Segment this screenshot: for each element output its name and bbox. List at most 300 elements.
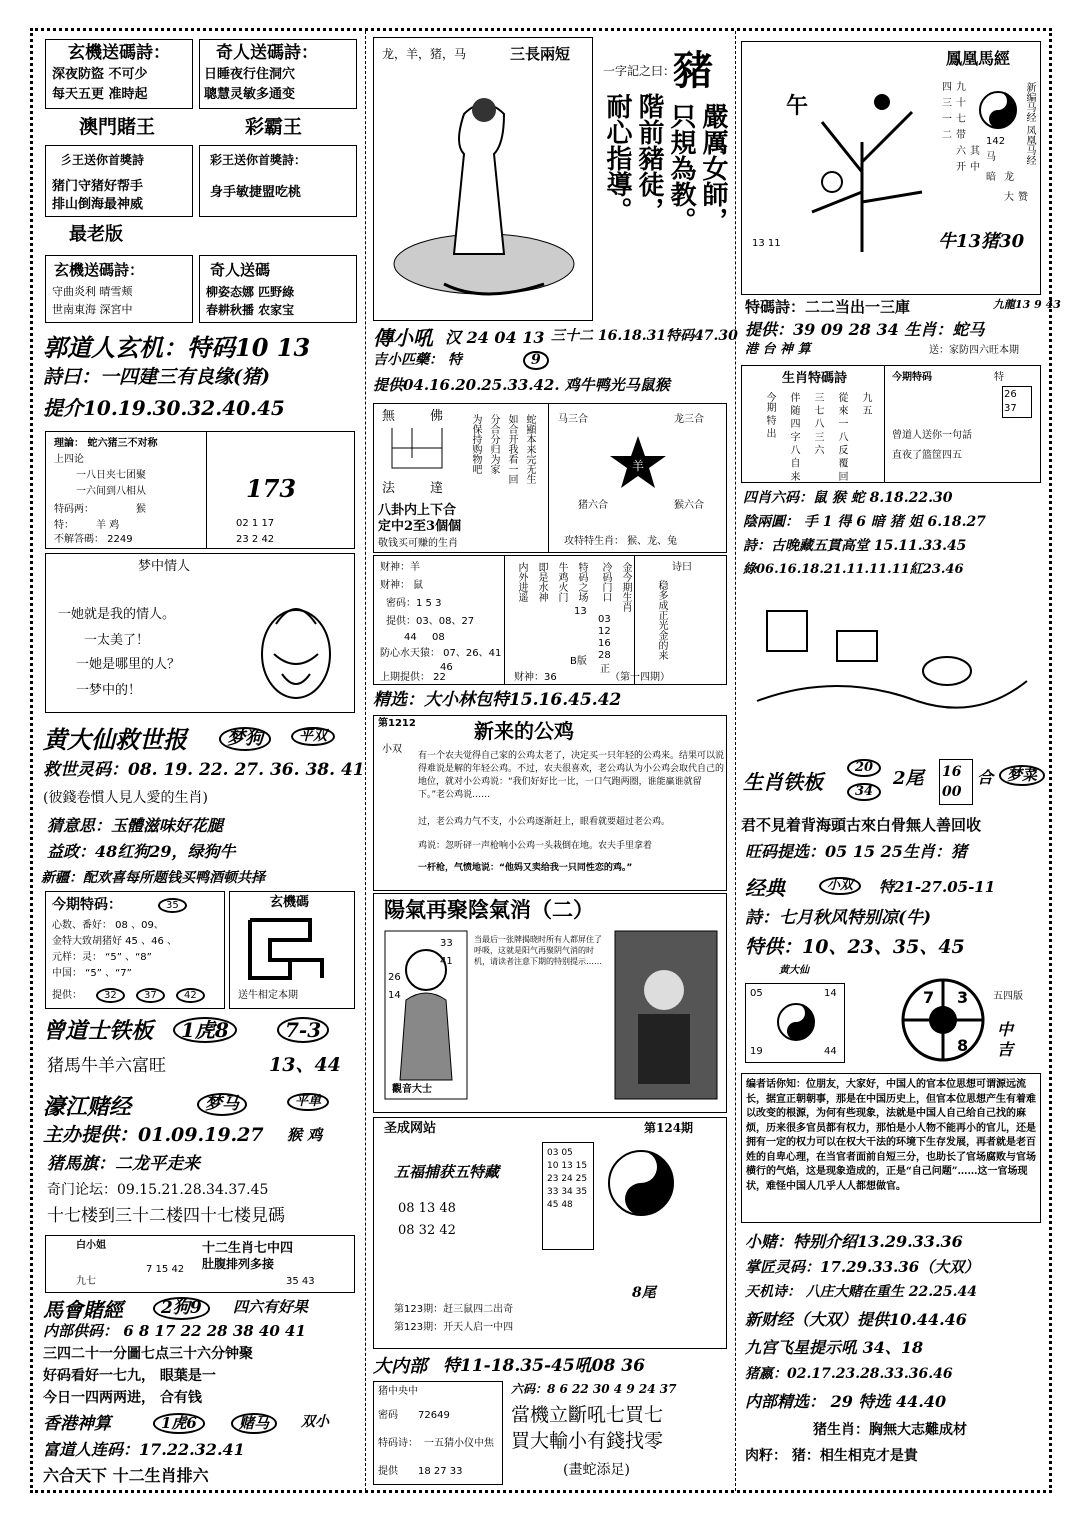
table1-r4: 一六间到八相从	[76, 486, 146, 497]
bagua-note2: 定中2至3個個	[378, 519, 462, 534]
huang-b: 14	[824, 988, 837, 999]
cai-n5: 28	[598, 650, 611, 661]
bian-body: 位朋友，大家好，中国人的官本位思想可谓源远流长，据宣正朝朝事，那是在中国历史上，但官本位思想产生有着难以改变的根源，为何有些现象，法就是中国人自己给自己找的麻烦，历来很多官员都有权力，那怕是小人物不能再小的官儿，还是拥有一定的权力可以在权大干法的环境下生存发展，再者就是老百姓的自卑心理，在当官者面前自短三分，也助长了官场腐败与官场横行的气焰，这是现象造成的，正是“自己问题”……这一官场现状，难怪中国人几乎人人都想做官。	[746, 1079, 1036, 1192]
jinqi-tip: 提供：	[52, 990, 82, 1001]
jing-t: 特21-27.05-11	[879, 878, 996, 896]
danei-shi: 特码诗：	[378, 1438, 418, 1449]
gongji-para3: 鸡说：忽听砰一声枪响小公鸡一头栽倒在地。农夫手里拿着	[418, 841, 653, 851]
wang-line: 旺码提选：05 15 25生肖：猪	[745, 842, 967, 861]
cai-l3: 密码：1 5 3	[386, 598, 442, 609]
cai-v1-vertical: 稳多成正光金的来	[656, 580, 667, 660]
column-divider-1	[365, 31, 366, 1491]
pan-b: 九七	[76, 1276, 96, 1287]
chuanxiao-x: 9	[523, 351, 549, 370]
jinqi-l3: 元样：灵： “5” 、“8”	[52, 952, 152, 963]
shengxiaotie-box: 16 00	[939, 759, 973, 805]
tiekou-title: 曾道士铁板	[43, 1018, 154, 1044]
table1-r1: 理論： 蛇六猪三不对称	[54, 438, 158, 449]
yang-caption: 觀音大士	[392, 1084, 432, 1095]
caiwang-title: 彩王送你首獎詩：	[210, 153, 307, 167]
yang-photo-illustration	[614, 930, 718, 1100]
zhu-big: 豬	[673, 47, 713, 94]
huangdaxian-tag: 梦狗	[219, 727, 271, 751]
aojiang-tag2: 平单	[287, 1093, 329, 1111]
cai-qun: 上期提供： 22	[380, 672, 446, 683]
pan-label: 十二生肖七中四	[202, 1241, 294, 1256]
bagua-v4: 蛇顯本来完无生	[524, 414, 535, 484]
huang-s: 五四版	[993, 991, 1023, 1002]
huangdaxian-line4: 益政：48红狗29，绿狗牛	[47, 842, 236, 861]
cai-n4: 16	[598, 638, 611, 649]
xuanji3-maze-icon	[246, 916, 326, 982]
cai-l6: 08	[432, 632, 445, 643]
shengyan-g1: 08 13 48	[398, 1201, 456, 1216]
jing-tag: 小双	[819, 877, 861, 895]
danei-l2: 六码：8 6 22 30 4 9 24 37	[511, 1382, 677, 1396]
shengyan-box	[373, 1117, 727, 1349]
fenghuang-tree-illustration	[792, 82, 932, 262]
top-title: 三長兩短	[510, 45, 571, 63]
mahui-bonus: 双小	[301, 1414, 329, 1430]
fenghuang-c: 一	[942, 114, 952, 125]
gongji-num: 第1212	[378, 718, 416, 729]
zhu-l1: 嚴厲女師，	[698, 103, 728, 233]
jing-tip: 特供：10、23、35、45	[745, 936, 965, 958]
gang-title: 港 台 神 算	[745, 342, 811, 357]
mahui-shen: 香港神算	[43, 1414, 111, 1434]
mahui-tag: 赌马	[231, 1413, 277, 1434]
fenghuang-g: 七	[956, 114, 966, 125]
bian-box	[741, 1073, 1041, 1223]
shanwang-box	[45, 145, 193, 217]
fenghuang-b: 三	[942, 98, 952, 109]
bagua-v3: 如合开我看一回	[506, 414, 517, 484]
mahui-l3: 今日一四两两进， 合有钱	[43, 1390, 202, 1406]
sixiao-l1: 四肖六码：鼠 猴 蛇 8.18.22.30	[743, 490, 953, 506]
jinqi-c1: 32	[96, 988, 125, 1003]
cai-n1: 13	[574, 606, 587, 617]
bagua-star-label: 羊	[631, 459, 645, 473]
shengyan-p: 第123期：赶三鼠四二出奇	[394, 1304, 514, 1315]
shengxiaotie-title: 生肖铁板	[743, 770, 823, 794]
cai-l1: 财神：羊	[380, 562, 420, 573]
daoren-poem: 詩曰：一四建三有良缘(猪)	[43, 366, 270, 388]
cai-v2: 内外进遥	[516, 562, 527, 602]
fenghuang-wu: 午	[786, 93, 809, 119]
cai-zheng: 正	[600, 664, 610, 675]
dream-title: 梦中情人	[138, 559, 191, 574]
shengxiao-box	[741, 365, 1041, 483]
shengxiao-t2: 直夜了篮筐四五	[892, 450, 962, 461]
xuanji2-box	[45, 255, 193, 323]
danei-big2: 買大輸小有錢找零	[511, 1430, 664, 1452]
zhu-l4: 耐心指導。	[602, 93, 632, 223]
yang-c2: 41	[440, 956, 453, 967]
xinjiang-line: 新疆：配欢喜每所题钱买鸭酒顿共择	[41, 870, 265, 886]
tiekou-circle: 1虎8	[173, 1017, 237, 1043]
xiaozhao-l9: 肉籽： 猪：相生相克才是貴	[745, 1448, 918, 1464]
cai-n3: 12	[598, 626, 611, 637]
table1-val2: 羊 鸡	[96, 520, 120, 531]
qiren2-line2: 春耕秋播 农家宝	[206, 303, 295, 317]
danei-tips: 提供	[378, 1466, 398, 1477]
shengyan-sub: 第124期	[644, 1121, 694, 1135]
jinqi-circle: 35	[158, 898, 187, 913]
aojiang-building: 十七楼到三十二楼四十七楼見碼	[47, 1206, 285, 1226]
shengyan-wu: 五福捕获五特藏	[394, 1163, 500, 1181]
qiren-poem-box	[199, 39, 357, 109]
jinqi-box	[45, 891, 225, 1009]
huangdaxian-tag2: 平双	[291, 727, 335, 746]
mahui-circle: 2狗9	[153, 1297, 210, 1320]
huang-g: 8	[957, 1036, 969, 1055]
jinqi-title: 今期特码：	[52, 897, 122, 913]
gongji-para2: 过，老公鸡力气不支，小公鸡逐渐赶上，眼看就要超过老公鸡。	[418, 817, 671, 827]
table1-r5: 不解答碼： 2249	[54, 534, 133, 545]
huang-title: 黄大仙	[779, 965, 809, 976]
shengxiao-r1: 今期 特 出	[764, 392, 775, 439]
table1-r2: 上四论	[54, 454, 84, 465]
huangdaxian-title: 黄大仙救世报	[43, 725, 187, 754]
yang-c1: 33	[440, 938, 453, 949]
jinqi-l1: 心数、番好： 08 、09、	[52, 920, 164, 931]
bagua-v2: 分合分归为家	[488, 414, 499, 474]
pan-nums: 7 15 42	[146, 1264, 185, 1275]
pan-box	[45, 1235, 355, 1293]
shengxiao-t1: 曾道人送你一句話	[892, 430, 972, 441]
bian-text	[746, 1078, 1036, 1194]
cai-b: B版	[570, 656, 587, 667]
aojiang-forum: 奇门论坛：09.15.21.28.34.37.45	[47, 1182, 269, 1198]
fenghuang-i: 六	[956, 146, 966, 157]
fenghuang-box	[741, 41, 1041, 295]
danei-big1: 當機立斷吼七買七	[511, 1404, 664, 1426]
danei-n: 18 27 33	[418, 1466, 463, 1477]
danei-mima: 密码	[378, 1410, 398, 1421]
jing-title: 经典	[745, 876, 785, 900]
pan-label2: 肚腹排列多接	[202, 1257, 275, 1271]
daoren-title: 郭道人玄机：特码10 13	[43, 333, 311, 362]
xiaozhao-l5: 九宫飞星提示吼 34、18	[745, 1338, 924, 1357]
chuanxiao-title: 傳小吼	[373, 326, 433, 350]
shengyan-p2: 第123期：开天人启一中四	[394, 1322, 514, 1333]
shengxiao-r2: 伴 随 四 字 八 自 来	[788, 392, 799, 482]
danei-title: 大内部	[373, 1356, 427, 1377]
cai-l5: 44	[404, 632, 417, 643]
table1-big: 173	[246, 474, 297, 503]
mahui-shou: 富道人连码：17.22.32.41	[43, 1440, 245, 1459]
table1-lbl2: 特：	[54, 520, 74, 531]
fenghuang-l: 中	[970, 162, 980, 173]
sixiao-l3: 詩：古晚藏五貫高堂 15.11.33.45	[743, 538, 967, 554]
theory-table	[45, 431, 355, 549]
dream-l4: 一梦中的！	[76, 683, 142, 698]
bian-title: 编者话你知：	[746, 1079, 806, 1090]
fenghuang-zan: 赞	[1018, 192, 1028, 203]
shengxiao-e: 特	[994, 372, 1004, 383]
bagua-long: 龙三合	[674, 414, 704, 425]
danei-shi2: 一五猜小仪中焦	[424, 1438, 494, 1449]
tejiang-l2: 提供：39 09 28 34 生肖：蛇马	[745, 320, 985, 339]
fenghuang-yinyang-icon	[978, 90, 1018, 130]
fenghuang-half: 牛13猪30	[938, 231, 1025, 252]
bagua-box	[373, 403, 727, 553]
mahui-circle2: 1虎6	[153, 1413, 205, 1434]
huangdaxian-line1: 救世灵码：08. 19. 22. 27. 36. 38. 41	[43, 760, 365, 780]
xuanji3-note: 送牛相定本期	[238, 990, 298, 1001]
jinqi-c2: 37	[136, 988, 165, 1003]
chuanxiao-line3: 提供04.16.20.25.33.42. 鸡牛鸭光马鼠猴	[373, 376, 670, 394]
xuanji3-box	[229, 891, 355, 1009]
cai-v5: 特码之场	[576, 562, 587, 602]
guanyin-illustration	[384, 930, 468, 1100]
chuanxiao-line1: 三十二 16.18.31特码47.30	[551, 328, 738, 344]
fenghuang-j: 开	[956, 162, 966, 173]
pan-c: 35 43	[286, 1276, 315, 1287]
gang-note: 送：家防四六旺本期	[929, 345, 1019, 356]
bagua-h1: 無	[382, 409, 396, 424]
yang-box	[373, 893, 727, 1113]
column-divider-2	[735, 31, 736, 1491]
cai-v4: 牛鸡火门	[556, 562, 567, 602]
cai-l7: 防心水天猿： 07、26、41	[380, 648, 502, 659]
fenghuang-k: 其	[970, 146, 980, 157]
shanwang-title: 彡王送你首獎詩	[60, 153, 145, 167]
huangdaxian-line2: (彼錢卷慣人見人愛的生肖)	[43, 790, 208, 806]
xiaozhao-l3: 天机诗： 八庄大赌在重生 22.25.44	[745, 1284, 977, 1300]
xiaozhao-l2: 掌匠灵码：17.29.33.36（大双）	[745, 1258, 980, 1276]
bagua-hou: 猴六合	[674, 500, 704, 511]
danei-mima2: 72649	[418, 1410, 450, 1421]
shengxiao-r3: 三 七 八 三 六	[812, 392, 823, 455]
aojiang-provide: 主办提供：01.09.19.27	[43, 1124, 264, 1146]
shengxiao-r4: 從 來 一 八 反 覆 回	[836, 392, 847, 482]
dream-box	[45, 553, 355, 713]
caiwang-line1: 身手敏捷盟吃桃	[210, 185, 302, 200]
lady-on-rock-illustration	[384, 74, 584, 314]
xiaozhao-l8: 猪生肖：胸無大志難成材	[813, 1422, 967, 1438]
shengyan-box-numbers: 03 05 10 13 15 23 24 25 33 34 35 45 48	[542, 1142, 594, 1250]
danei-zx: 猪中央中	[378, 1386, 418, 1397]
shengyan-title: 圣成网站	[384, 1121, 437, 1136]
pan-title: 白小姐	[76, 1240, 106, 1251]
top-label: 龙，羊，猪，马	[382, 47, 467, 61]
cai-l2: 财神： 鼠	[380, 580, 424, 591]
shengxiao-title: 生肖特碼詩	[782, 371, 848, 386]
jing-shi: 詩：七月秋风特别凉(牛)	[745, 908, 932, 928]
fenghuang-small: 新编马经 凤凰马经	[1024, 82, 1035, 166]
cai-v1: 诗曰	[672, 562, 692, 573]
xuanji-poem-box	[45, 39, 193, 109]
huang-wheel-icon	[893, 975, 993, 1065]
cai-box	[373, 555, 727, 685]
sketch-illustration	[747, 591, 1037, 741]
shanwang-line2: 排山倒海最神威	[52, 197, 144, 212]
fenghuang-ma: 马	[986, 152, 996, 163]
zhu-label: 一字記之曰：	[603, 64, 676, 78]
fenghuang-d: 二	[942, 130, 952, 141]
cai-period: （第一四期）	[610, 672, 670, 683]
shengxiao-q: 今期特码	[892, 372, 932, 383]
illustration-box	[373, 37, 593, 321]
xuanji-line2: 每天五更 准時起	[52, 87, 148, 102]
gongji-para1: 有一个农夫觉得自己家的公鸡太老了，决定买一只年轻的公鸡来。结果可以说得难说是解的年轻公鸡。不过，农夫很喜欢，老公鸡认为小公鸡会取代自己的地位，就对小公鸡说：“我们好好比一比，一口气跑两圈，谁能赢谁就留下。”老公鸡说……	[418, 751, 725, 800]
gongji-para4: 一杆枪，气愤地说：“他妈又卖给我一只同性恋的鸡。”	[418, 863, 633, 873]
qiren-line1: 日睡夜行住洞穴	[204, 67, 296, 82]
chuanxiao-line2: 吉小匹藥： 特	[373, 352, 462, 368]
mahui-title: 馬會賭經	[43, 1298, 123, 1322]
xuanji-line1: 深夜防盜 不可少	[52, 67, 148, 82]
gongji-sub: 小双	[382, 744, 402, 755]
bagua-note: 八卦内上下合	[378, 503, 457, 518]
mahui-l2: 好码看好一七九， 眼葉是一	[43, 1368, 216, 1384]
caiwang-box	[199, 145, 357, 217]
bagua-f: 法	[382, 481, 396, 496]
fenghuang-h: 带	[956, 130, 966, 141]
xuanji2-title: 玄機送碼詩：	[54, 261, 145, 279]
danei-box	[373, 1381, 503, 1485]
fenghuang-title: 鳳凰馬經	[946, 49, 1011, 68]
aojiang-tag: 梦马	[197, 1093, 247, 1116]
huang-f: 3	[957, 988, 969, 1007]
huangdaxian-line3: 猜意思：玉體滋味好花腿	[47, 816, 224, 835]
aojiang-title: 濠江赌经	[43, 1094, 132, 1120]
mahui-neibu: 内部供码： 6 8 17 22 28 38 40 41	[43, 1322, 306, 1340]
cai-v3: 即是水神	[536, 562, 547, 602]
caiba-label: 彩霸王	[245, 116, 303, 138]
bagua-ma: 马三合	[558, 414, 588, 425]
qiren2-box	[199, 255, 357, 323]
mahui-l1: 三四二十一分圖七点三十六分钟聚	[43, 1346, 253, 1362]
cai-l4: 提供：03、08、27	[386, 616, 475, 627]
jinqi-l2: 金特大致胡猪好 45 、46 、	[52, 936, 177, 947]
tiekou-line: 猪馬牛羊六富旺	[47, 1056, 166, 1076]
aomen-label: 澳門賭王	[79, 116, 156, 138]
jinqi-c3: 42	[176, 988, 205, 1003]
table1-r3: 一八日夹七团聚	[76, 470, 146, 481]
shengxiaotie-tail: 合	[977, 768, 994, 787]
aojiang-huqi: 猴 鸡	[287, 1126, 323, 1144]
shengxiaotie-c2: 34	[847, 783, 881, 801]
fenghuang-long: 龙	[1004, 172, 1014, 183]
huang-yinyang-icon	[776, 1002, 816, 1042]
qiren2-line1: 柳姿态娜 匹野綠	[206, 285, 295, 299]
yinyang-icon	[606, 1148, 676, 1218]
xuanji-title: 玄機送碼詩：	[68, 43, 170, 63]
chuanxiao-nums: 汉 24 04 13	[445, 328, 545, 347]
xiaozhao-l7: 内部精选： 29 特选 44.40	[745, 1392, 947, 1411]
fenghuang-an: 暗	[986, 172, 996, 183]
fenghuang-n142: 142	[986, 136, 1006, 147]
yang-paragraph: 当最后一张牌揭晓时所有人都屏住了呼吸，这就是阳气再聚阴气消的时机，请读者注意下期的特别提示……	[474, 935, 602, 966]
dream-l3: 一她是哪里的人？	[76, 657, 181, 672]
tejiang-l1: 特碼詩：二二当出一三庫	[745, 298, 911, 316]
bagua-diagram	[382, 428, 452, 478]
qiren2-title: 奇人送碼	[210, 261, 271, 279]
newspaper-page	[30, 28, 1061, 1493]
bagua-note3: 敬钱买可赚的生肖	[378, 538, 458, 549]
cai-l8: 46	[440, 662, 453, 673]
tiekou-pair: 7-3	[277, 1017, 329, 1043]
zhu-l3: 階前豬徒，	[634, 93, 664, 223]
dream-figure-illustration	[246, 584, 346, 704]
gongji-box	[373, 715, 727, 891]
bagua-bottom: 攻特特生肖： 猴、龙、兔	[564, 536, 678, 547]
fenghuang-f: 十	[956, 98, 966, 109]
table1-lbl1: 特码两：	[54, 504, 94, 515]
xiaozhao-l1: 小赌：特别介绍13.29.33.36	[745, 1232, 963, 1251]
bagua-zhu: 猪六合	[578, 500, 608, 511]
danei-line: 特11-18.35-45吼08 36	[443, 1356, 645, 1376]
huang-d: 44	[824, 1046, 837, 1057]
bagua-d: 達	[430, 481, 444, 496]
danei-note: (畫蛇添足)	[563, 1462, 630, 1478]
shengxiaotie-weib: 2尾	[893, 768, 924, 789]
xuanji2-line2: 世南東海 深宮中	[52, 303, 133, 316]
table1-nums2: 23 2 42	[236, 534, 275, 545]
huang-zhong: 中	[997, 1020, 1014, 1039]
qiren-line2: 聰慧灵敏多通变	[204, 87, 296, 102]
fenghuang-score: 13 11	[752, 238, 781, 249]
tejiang-tail: 九龍13 9 43	[993, 298, 1061, 311]
jinqi-l4: 中国： “5” 、“7”	[52, 968, 132, 979]
dream-l1: 一她就是我的情人。	[58, 607, 176, 622]
shengxiao-r5: 九 五	[860, 392, 871, 416]
table1-nums1: 02 1 17	[236, 518, 275, 529]
bagua-h2: 佛	[430, 409, 444, 424]
cai-v6: 冷码门口	[600, 562, 611, 602]
yang-c4: 14	[388, 990, 401, 1001]
tiekou-num: 13、44	[269, 1054, 341, 1076]
zuilao-label: 最老版	[69, 224, 123, 245]
table1-val1: 猴	[136, 504, 146, 515]
bagua-v1: 为保持购物吧	[470, 414, 481, 474]
junbujian-line: 君不見着背海頭古來白骨無人善回收	[741, 816, 982, 834]
shengyan-tail: 8尾	[632, 1285, 656, 1301]
shengyan-g2: 08 32 42	[398, 1223, 456, 1238]
aojiang-qilin: 猪馬旗：二龙平走来	[47, 1154, 200, 1174]
sixiao-l2: 陰兩圓： 手 1 得 6 暗 猪 姐 6.18.27	[743, 514, 986, 530]
star-icon	[608, 434, 668, 490]
yang-c3: 26	[388, 972, 401, 983]
fenghuang-da: 大	[1004, 192, 1014, 203]
huang-box	[745, 983, 845, 1063]
huang-a: 05	[750, 988, 763, 999]
shengxiao-cur: 26 37	[1002, 386, 1032, 418]
gongji-title: 新来的公鸡	[474, 719, 574, 743]
jingxuan-line: 精选：大小林包特15.16.45.42	[373, 690, 622, 710]
cai-n2: 03	[598, 614, 611, 625]
qiren-title: 奇人送碼詩：	[216, 43, 318, 63]
zhu-l2: 只規為教。	[666, 103, 696, 233]
mahui-tail: 四六有好果	[233, 1298, 309, 1316]
huang-ji: 吉	[997, 1040, 1014, 1059]
fenghuang-e: 九	[956, 82, 966, 93]
yang-title: 陽氣再聚陰氣消（二）	[384, 897, 594, 922]
xiaozhao-l6: 猪嬴：02.17.23.28.33.36.46	[745, 1366, 953, 1382]
xiaozhao-l4: 新财经（大双）提供10.44.46	[745, 1310, 967, 1329]
xuanji3-title: 玄機碼	[270, 895, 310, 910]
sixiao-l4: 綠06.16.18.21.11.11.11紅23.46	[743, 562, 964, 577]
mahui-last: 六合天下 十二生肖排六	[43, 1466, 209, 1485]
shengxiaotie-c1: 20	[847, 759, 881, 777]
cai-caishen: 财神：36	[514, 672, 557, 683]
cai-v7: 金今期生肖	[620, 562, 631, 612]
daoren-tip: 提介10.19.30.32.40.45	[43, 396, 285, 420]
shanwang-line1: 猪门守猪好帮手	[52, 179, 144, 194]
huang-e: 7	[923, 988, 935, 1007]
huang-c: 19	[750, 1046, 763, 1057]
